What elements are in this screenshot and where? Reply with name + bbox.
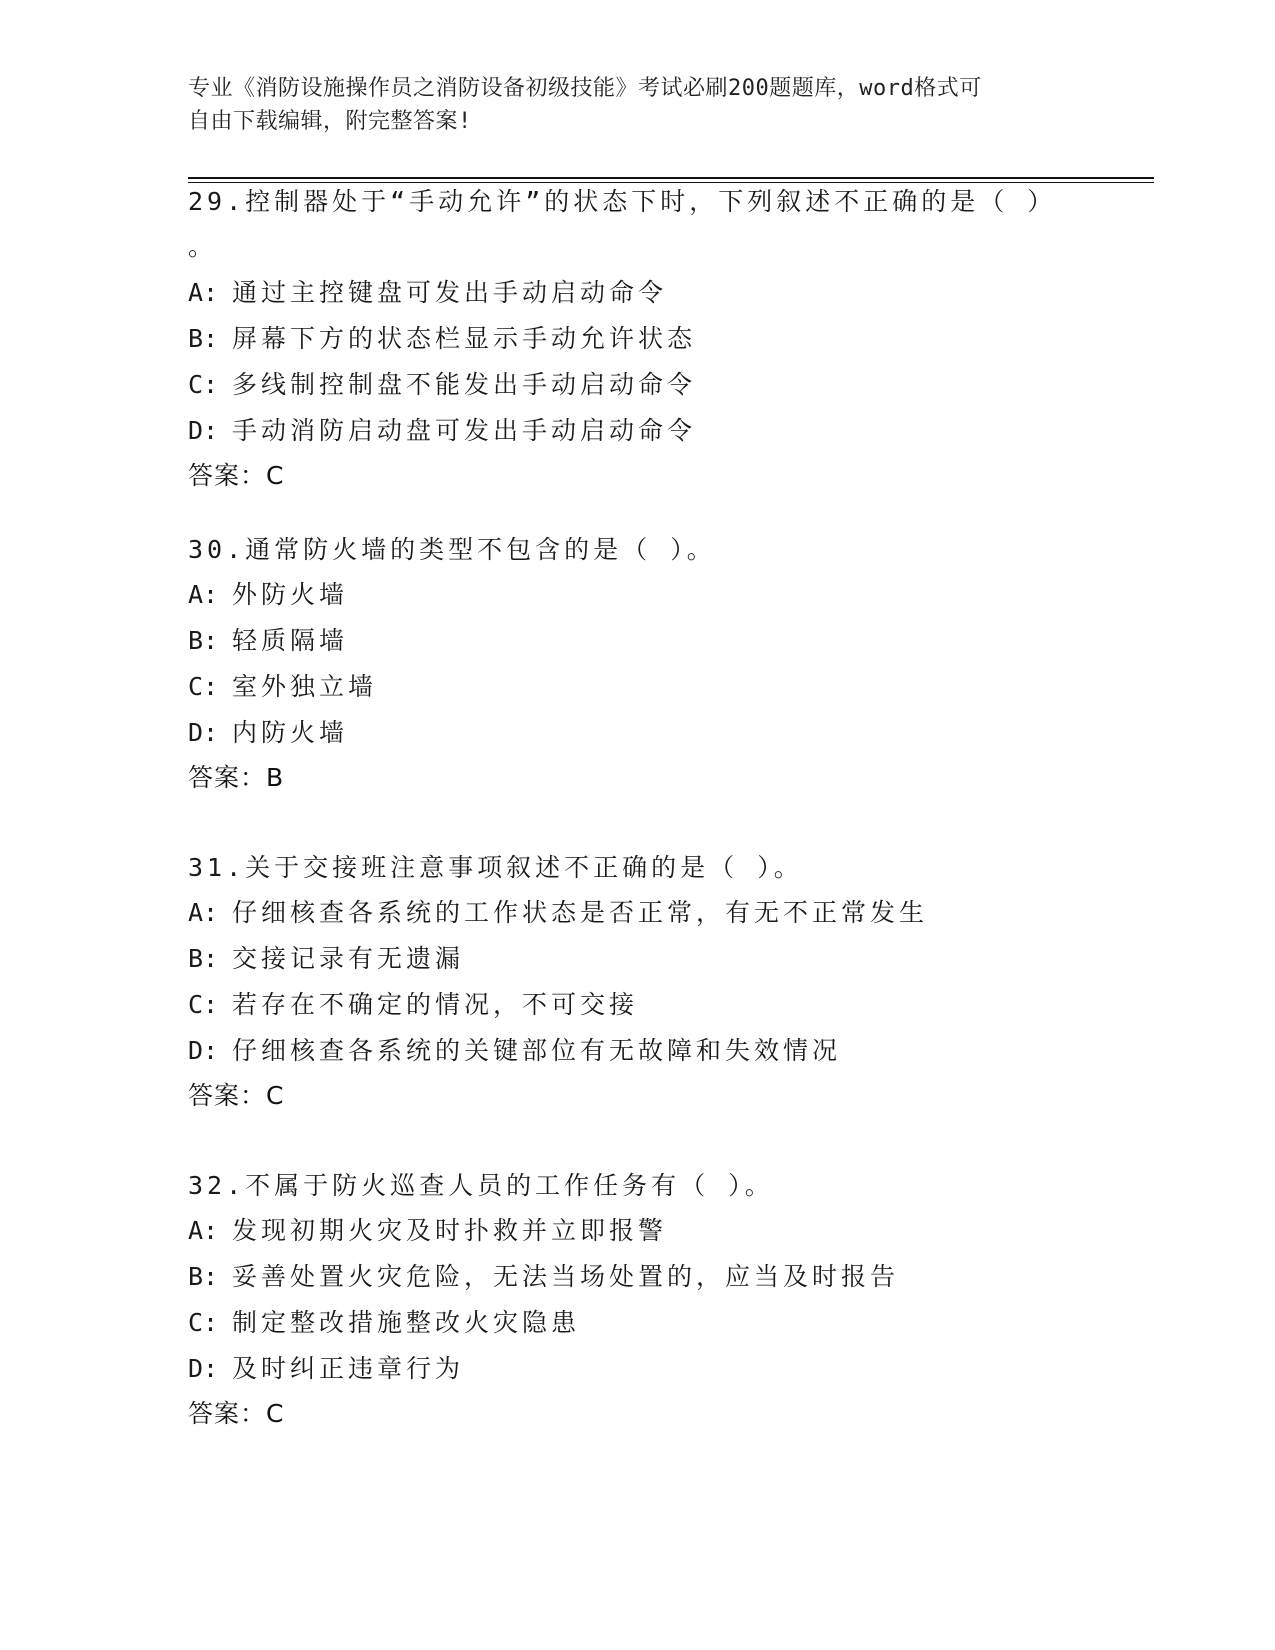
option-letter: B: bbox=[188, 944, 219, 973]
option-letter: B: bbox=[188, 1262, 219, 1291]
option-text: 制定整改措施整改火灾隐患 bbox=[232, 1308, 581, 1337]
option-c bbox=[188, 982, 1088, 1028]
option-letter: D: bbox=[188, 718, 219, 747]
option-a bbox=[188, 890, 1088, 936]
option-text: 若存在不确定的情况，不可交接 bbox=[232, 990, 639, 1019]
option-b bbox=[188, 618, 1088, 664]
question-29 bbox=[188, 180, 1088, 498]
option-text: 交接记录有无遗漏 bbox=[232, 944, 465, 973]
option-letter: C: bbox=[188, 672, 219, 701]
option-text: 发现初期火灾及时扑救并立即报警 bbox=[232, 1216, 668, 1245]
option-c bbox=[188, 1300, 1088, 1346]
option-d bbox=[188, 710, 1088, 756]
option-letter: C: bbox=[188, 1308, 219, 1337]
option-letter: C: bbox=[188, 990, 219, 1019]
option-text: 及时纠正违章行为 bbox=[232, 1354, 465, 1383]
option-letter: A: bbox=[188, 898, 219, 927]
answer-line: 答案：C bbox=[188, 1399, 285, 1428]
option-text: 内防火墙 bbox=[232, 718, 349, 747]
document-header bbox=[188, 72, 1088, 138]
option-b bbox=[188, 316, 1088, 362]
question-31 bbox=[188, 846, 1088, 1118]
question-30 bbox=[188, 528, 1088, 800]
option-letter: B: bbox=[188, 324, 219, 353]
option-text: 屏幕下方的状态栏显示手动允许状态 bbox=[232, 324, 697, 353]
question-stem: 30.通常防火墙的类型不包含的是（ ）。 bbox=[188, 535, 716, 564]
option-text: 手动消防启动盘可发出手动启动命令 bbox=[232, 416, 697, 445]
question-stem-continuation: 。 bbox=[188, 232, 218, 261]
answer-line: 答案：B bbox=[188, 763, 285, 792]
option-text: 轻质隔墙 bbox=[232, 626, 349, 655]
question-stem: 29.控制器处于“手动允许”的状态下时，下列叙述不正确的是（ ） bbox=[188, 187, 1057, 216]
option-letter: C: bbox=[188, 370, 219, 399]
option-letter: D: bbox=[188, 1354, 219, 1383]
option-c bbox=[188, 362, 1088, 408]
header-line-2: 自由下载编辑，附完整答案! bbox=[188, 109, 472, 134]
question-stem: 32.不属于防火巡查人员的工作任务有（ ）。 bbox=[188, 1171, 774, 1200]
option-text: 仔细核查各系统的关键部位有无故障和失效情况 bbox=[232, 1036, 842, 1065]
header-line-1: 专业《消防设施操作员之消防设备初级技能》考试必刷200题题库，word格式可 bbox=[188, 76, 982, 101]
option-d bbox=[188, 1028, 1088, 1074]
option-text: 通过主控键盘可发出手动启动命令 bbox=[232, 278, 668, 307]
option-b bbox=[188, 936, 1088, 982]
answer-line: 答案：C bbox=[188, 461, 285, 490]
option-letter: B: bbox=[188, 626, 219, 655]
option-letter: A: bbox=[188, 1216, 219, 1245]
option-text: 妥善处置火灾危险，无法当场处置的，应当及时报告 bbox=[232, 1262, 900, 1291]
option-text: 室外独立墙 bbox=[232, 672, 378, 701]
option-text: 多线制控制盘不能发出手动启动命令 bbox=[232, 370, 697, 399]
option-a bbox=[188, 1208, 1088, 1254]
option-letter: D: bbox=[188, 416, 219, 445]
option-letter: A: bbox=[188, 580, 219, 609]
option-letter: A: bbox=[188, 278, 219, 307]
option-d bbox=[188, 1346, 1088, 1392]
option-d bbox=[188, 408, 1088, 454]
answer-line: 答案：C bbox=[188, 1081, 285, 1110]
question-32 bbox=[188, 1164, 1088, 1436]
option-a bbox=[188, 270, 1088, 316]
option-c bbox=[188, 664, 1088, 710]
option-text: 外防火墙 bbox=[232, 580, 349, 609]
question-stem: 31.关于交接班注意事项叙述不正确的是（ ）。 bbox=[188, 853, 803, 882]
header-divider-thick bbox=[188, 177, 1154, 179]
option-a bbox=[188, 572, 1088, 618]
option-text: 仔细核查各系统的工作状态是否正常，有无不正常发生 bbox=[232, 898, 929, 927]
option-b bbox=[188, 1254, 1088, 1300]
option-letter: D: bbox=[188, 1036, 219, 1065]
